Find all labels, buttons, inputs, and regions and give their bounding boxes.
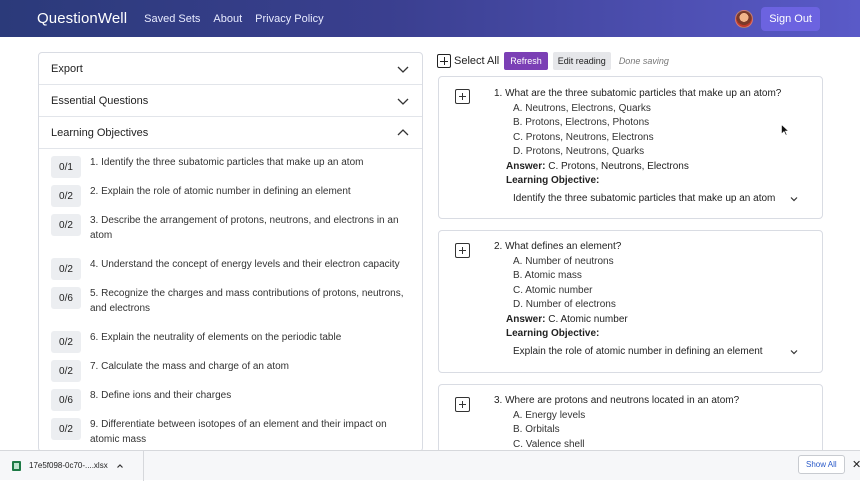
- question-text: 2. What defines an element?: [494, 241, 622, 252]
- spreadsheet-file-icon: [12, 461, 21, 471]
- add-question-icon[interactable]: [455, 397, 470, 412]
- accordion-export[interactable]: [39, 53, 422, 85]
- refresh-button[interactable]: Refresh: [504, 52, 548, 70]
- objective-text: 5. Recognize the charges and mass contributions of protons, neutrons, and electrons: [90, 288, 404, 314]
- answer-option: B. Atomic mass: [513, 270, 582, 281]
- download-item[interactable]: [0, 451, 144, 481]
- add-question-icon[interactable]: [455, 243, 470, 258]
- objective-text: 7. Calculate the mass and charge of an atom: [90, 361, 290, 372]
- learning-objective-label: Learning Objective:: [506, 175, 600, 186]
- save-status: Done saving: [618, 56, 669, 66]
- top-navbar: [0, 0, 860, 37]
- chevron-down-icon: [396, 94, 410, 108]
- nav-privacy-policy[interactable]: Privacy Policy: [255, 12, 324, 25]
- objective-text: 6. Explain the neutrality of elements on the periodic table: [90, 332, 342, 343]
- answer-label: Answer:: [506, 314, 546, 325]
- accordion-essential-questions[interactable]: [39, 85, 422, 117]
- answer-option: A. Energy levels: [513, 409, 586, 421]
- list-item: [39, 359, 422, 388]
- answer-value: C. Atomic number: [548, 314, 628, 325]
- question-text: 1. What are the three subatomic particles that make up an atom?: [494, 88, 782, 99]
- accordion-learning-objectives[interactable]: [39, 117, 422, 149]
- accordion-export-label: Export: [51, 62, 83, 75]
- chevron-up-icon[interactable]: [116, 462, 124, 470]
- chevron-down-icon[interactable]: [789, 194, 799, 204]
- chevron-up-icon: [396, 126, 410, 140]
- answer-option: A. Neutrons, Electrons, Quarks: [513, 102, 651, 114]
- list-item: [39, 388, 422, 417]
- list-item: [39, 155, 422, 184]
- question-card: [438, 230, 823, 373]
- list-item: [39, 184, 422, 213]
- objective-text: 3. Describe the arrangement of protons, neutrons, and electrons in an atom: [90, 215, 399, 241]
- chevron-down-icon[interactable]: [789, 347, 799, 357]
- answer-option: C. Valence shell: [513, 438, 585, 450]
- objective-text: 8. Define ions and their charges: [90, 390, 232, 401]
- objective-count-badge: 0/2: [51, 214, 81, 236]
- learning-objective-select[interactable]: Identify the three subatomic particles that make up an atom: [513, 193, 776, 204]
- close-icon[interactable]: ✕: [852, 459, 861, 471]
- question-card: [438, 76, 823, 219]
- brand-logo[interactable]: QuestionWell: [37, 10, 128, 27]
- objective-count-badge: 0/2: [51, 360, 81, 382]
- left-accordion-panel: [38, 52, 423, 452]
- list-item: [39, 213, 422, 257]
- nav-about[interactable]: About: [213, 12, 243, 25]
- objective-count-badge: 0/1: [51, 156, 81, 178]
- objective-text: 1. Identify the three subatomic particles that make up an atom: [90, 157, 364, 168]
- accordion-essential-questions-label: Essential Questions: [51, 94, 149, 107]
- objective-count-badge: 0/2: [51, 185, 81, 207]
- answer-option: D. Number of electrons: [513, 299, 616, 310]
- question-text: 3. Where are protons and neutrons located in an atom?: [494, 395, 740, 406]
- answer-line: [506, 161, 689, 172]
- answer-option: B. Protons, Electrons, Photons: [513, 117, 650, 128]
- accordion-learning-objectives-label: Learning Objectives: [51, 126, 149, 139]
- download-bar: [0, 450, 860, 480]
- edit-reading-button[interactable]: Edit reading: [553, 52, 611, 70]
- select-all-label[interactable]: Select All: [454, 55, 500, 67]
- objective-text: 4. Understand the concept of energy levels and their electron capacity: [90, 259, 400, 270]
- answer-label: Answer:: [506, 161, 546, 172]
- objective-count-badge: 0/2: [51, 418, 81, 440]
- answer-value: C. Protons, Neutrons, Electrons: [548, 161, 689, 172]
- learning-objective-label: Learning Objective:: [506, 328, 600, 339]
- question-toolbar: [437, 52, 669, 70]
- answer-option: A. Number of neutrons: [513, 255, 614, 267]
- objective-count-badge: 0/6: [51, 287, 81, 309]
- show-all-downloads-button[interactable]: Show All: [798, 455, 845, 474]
- objective-text: 2. Explain the role of atomic number in defining an element: [90, 186, 351, 197]
- download-file-name[interactable]: 17e5f098-0c70-....xlsx: [29, 461, 108, 470]
- answer-line: [506, 314, 628, 325]
- chevron-down-icon: [396, 62, 410, 76]
- avatar[interactable]: [735, 10, 753, 28]
- sign-out-button[interactable]: Sign Out: [761, 7, 820, 31]
- objective-count-badge: 0/2: [51, 258, 81, 280]
- objective-count-badge: 0/6: [51, 389, 81, 411]
- learning-objective-select[interactable]: Explain the role of atomic number in defining an element: [513, 346, 763, 357]
- nav-saved-sets[interactable]: Saved Sets: [144, 12, 201, 25]
- answer-option: C. Protons, Neutrons, Electrons: [513, 131, 654, 143]
- mouse-cursor-icon: [781, 124, 789, 136]
- answer-option: B. Orbitals: [513, 424, 560, 435]
- select-all-checkbox-icon[interactable]: [437, 54, 451, 68]
- objective-text: 9. Differentiate between isotopes of an element and their impact on atomic mass: [90, 419, 387, 445]
- answer-option: D. Protons, Neutrons, Quarks: [513, 146, 645, 157]
- list-item: [39, 257, 422, 286]
- add-question-icon[interactable]: [455, 89, 470, 104]
- answer-option: C. Atomic number: [513, 284, 593, 296]
- objective-count-badge: 0/2: [51, 331, 81, 353]
- list-item: [39, 330, 422, 359]
- list-item: [39, 286, 422, 330]
- objectives-list: [39, 149, 422, 461]
